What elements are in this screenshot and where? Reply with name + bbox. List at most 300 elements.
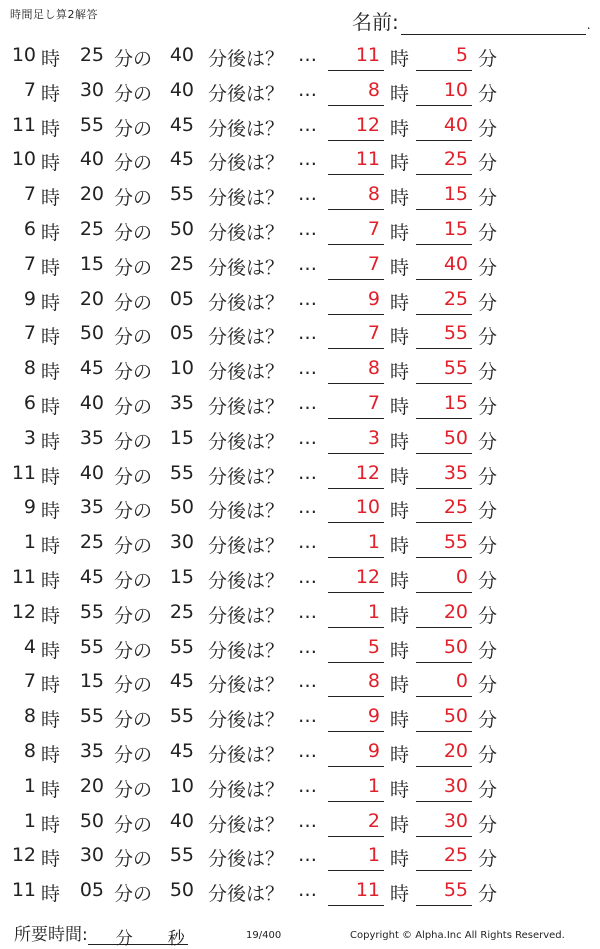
answer-hour[interactable]: 11 <box>328 879 384 906</box>
after-question: 分後は？ <box>208 813 285 836</box>
start-minute: 45 <box>79 565 104 588</box>
added-minutes: 10 <box>169 774 194 797</box>
minute-unit: 分 <box>478 221 498 244</box>
start-minute: 25 <box>79 217 104 240</box>
minute-unit: 分 <box>478 674 498 697</box>
after-question: 分後は？ <box>208 604 285 627</box>
hour-unit: 時 <box>41 743 61 766</box>
after-question: 分後は？ <box>208 291 285 314</box>
start-hour: 3 <box>23 426 36 449</box>
minute-of-label: 分の <box>114 465 153 488</box>
minute-of-label: 分の <box>114 709 153 732</box>
hour-unit: 時 <box>41 709 61 732</box>
ellipsis: … <box>298 148 317 171</box>
added-minutes: 05 <box>169 322 194 345</box>
hour-unit: 時 <box>390 535 410 558</box>
start-minute: 30 <box>79 78 104 101</box>
added-minutes: 45 <box>169 113 194 136</box>
answer-hour[interactable]: 1 <box>328 601 384 628</box>
answer-hour[interactable]: 12 <box>328 114 384 141</box>
minute-of-label: 分の <box>114 82 153 105</box>
hour-unit: 時 <box>41 395 61 418</box>
after-question: 分後は？ <box>208 639 285 662</box>
problem-row <box>0 179 600 214</box>
minute-of-label: 分の <box>114 361 153 384</box>
minute-of-label: 分の <box>114 848 153 871</box>
hour-unit: 時 <box>390 813 410 836</box>
minute-of-label: 分の <box>114 500 153 523</box>
start-hour: 7 <box>23 78 36 101</box>
minute-of-label: 分の <box>114 535 153 558</box>
minute-unit: 分 <box>478 813 498 836</box>
answer-minute[interactable]: 20 <box>416 601 472 628</box>
answer-minute[interactable]: 55 <box>416 322 472 349</box>
start-hour: 11 <box>11 565 36 588</box>
start-hour: 7 <box>23 322 36 345</box>
start-minute: 40 <box>79 148 104 171</box>
ellipsis: … <box>298 739 317 762</box>
minute-of-label: 分の <box>114 569 153 592</box>
minute-of-label: 分の <box>114 187 153 210</box>
minute-unit: 分 <box>478 117 498 140</box>
problem-row <box>0 353 600 388</box>
added-minutes: 35 <box>169 391 194 414</box>
ellipsis: … <box>298 774 317 797</box>
ellipsis: … <box>298 44 317 66</box>
answer-hour[interactable]: 9 <box>328 705 384 732</box>
minute-of-label: 分の <box>114 152 153 175</box>
name-label: 名前: <box>352 10 399 34</box>
hour-unit: 時 <box>41 430 61 453</box>
minute-unit: 分 <box>478 291 498 314</box>
ellipsis: … <box>298 217 317 240</box>
start-minute: 25 <box>79 531 104 554</box>
problem-row <box>0 806 600 841</box>
name-field <box>352 6 591 35</box>
answer-hour[interactable]: 8 <box>328 670 384 697</box>
start-minute: 50 <box>79 809 104 832</box>
answer-minute[interactable]: 50 <box>416 636 472 663</box>
elapsed-time-blank[interactable] <box>88 924 188 949</box>
minute-unit: 分 <box>478 778 498 801</box>
answer-minute[interactable]: 0 <box>416 566 472 593</box>
minute-unit: 分 <box>478 848 498 871</box>
answer-minute[interactable]: 40 <box>416 114 472 141</box>
problem-row <box>0 840 600 875</box>
after-question: 分後は？ <box>208 395 285 418</box>
start-minute: 50 <box>79 322 104 345</box>
added-minutes: 10 <box>169 357 194 380</box>
answer-hour[interactable]: 2 <box>328 810 384 837</box>
ellipsis: … <box>298 113 317 136</box>
start-hour: 7 <box>23 670 36 693</box>
minute-of-label: 分の <box>114 326 153 349</box>
answer-minute[interactable]: 35 <box>416 462 472 489</box>
answer-minute[interactable]: 50 <box>416 427 472 454</box>
start-minute: 45 <box>79 357 104 380</box>
ellipsis: … <box>298 287 317 310</box>
hour-unit: 時 <box>41 221 61 244</box>
answer-hour[interactable]: 12 <box>328 566 384 593</box>
start-hour: 1 <box>23 531 36 554</box>
answer-hour[interactable]: 8 <box>328 79 384 106</box>
added-minutes: 25 <box>169 252 194 275</box>
hour-unit: 時 <box>390 256 410 279</box>
added-minutes: 50 <box>169 496 194 519</box>
hour-unit: 時 <box>41 152 61 175</box>
hour-unit: 時 <box>390 82 410 105</box>
hour-unit: 時 <box>390 152 410 175</box>
answer-minute[interactable]: 55 <box>416 531 472 558</box>
hour-unit: 時 <box>41 639 61 662</box>
minute-of-label: 分の <box>114 117 153 140</box>
start-hour: 10 <box>11 148 36 171</box>
start-hour: 9 <box>23 496 36 519</box>
after-question: 分後は？ <box>208 465 285 488</box>
start-minute: 40 <box>79 391 104 414</box>
hour-unit: 時 <box>390 361 410 384</box>
hour-unit: 時 <box>41 256 61 279</box>
answer-hour[interactable]: 3 <box>328 427 384 454</box>
added-minutes: 15 <box>169 426 194 449</box>
answer-minute[interactable]: 30 <box>416 810 472 837</box>
ellipsis: … <box>298 496 317 519</box>
minute-unit: 分 <box>478 326 498 349</box>
after-question: 分後は？ <box>208 48 285 70</box>
minute-of-label: 分の <box>114 743 153 766</box>
problem-row <box>0 40 600 75</box>
hour-unit: 時 <box>390 430 410 453</box>
answer-hour[interactable]: 7 <box>328 322 384 349</box>
answer-hour[interactable]: 11 <box>328 44 384 71</box>
problem-row <box>0 666 600 701</box>
after-question: 分後は？ <box>208 117 285 140</box>
start-hour: 12 <box>11 844 36 867</box>
hour-unit: 時 <box>390 500 410 523</box>
minute-of-label: 分の <box>114 48 153 70</box>
problem-row <box>0 875 600 910</box>
page-number: 19/400 <box>246 930 282 941</box>
after-question: 分後は？ <box>208 326 285 349</box>
answer-hour[interactable]: 7 <box>328 392 384 419</box>
problem-row <box>0 597 600 632</box>
minute-unit: 分 <box>478 187 498 210</box>
start-hour: 12 <box>11 600 36 623</box>
hour-unit: 時 <box>41 291 61 314</box>
after-question: 分後は？ <box>208 535 285 558</box>
added-minutes: 05 <box>169 287 194 310</box>
hour-unit: 時 <box>41 813 61 836</box>
name-suffix: . <box>586 18 591 32</box>
after-question: 分後は？ <box>208 361 285 384</box>
hour-unit: 時 <box>390 674 410 697</box>
ellipsis: … <box>298 183 317 206</box>
start-minute: 30 <box>79 844 104 867</box>
answer-minute[interactable]: 15 <box>416 183 472 210</box>
after-question: 分後は？ <box>208 883 285 906</box>
problem-row <box>0 318 600 353</box>
elapsed-time-label: 所要時間: <box>14 925 88 945</box>
answer-minute[interactable]: 25 <box>416 496 472 523</box>
problem-row <box>0 214 600 249</box>
start-minute: 35 <box>79 426 104 449</box>
hour-unit: 時 <box>390 395 410 418</box>
ellipsis: … <box>298 322 317 345</box>
answer-minute[interactable]: 25 <box>416 844 472 871</box>
after-question: 分後は？ <box>208 778 285 801</box>
answer-hour[interactable]: 7 <box>328 253 384 280</box>
hour-unit: 時 <box>390 778 410 801</box>
minute-of-label: 分の <box>114 430 153 453</box>
copyright: Copyright © Alpha.Inc All Rights Reserved. <box>350 930 565 941</box>
after-question: 分後は？ <box>208 221 285 244</box>
name-line[interactable] <box>401 14 586 35</box>
problem-row <box>0 562 600 597</box>
minute-unit: 分 <box>478 535 498 558</box>
hour-unit: 時 <box>390 639 410 662</box>
minute-unit: 分 <box>478 604 498 627</box>
start-minute: 55 <box>79 600 104 623</box>
minute-unit: 分 <box>478 152 498 175</box>
after-question: 分後は？ <box>208 743 285 766</box>
problem-row <box>0 75 600 110</box>
problem-row <box>0 492 600 527</box>
hour-unit: 時 <box>390 569 410 592</box>
answer-hour[interactable]: 9 <box>328 288 384 315</box>
minute-of-label: 分の <box>114 291 153 314</box>
hour-unit: 時 <box>41 535 61 558</box>
start-hour: 10 <box>11 44 36 66</box>
problem-row <box>0 527 600 562</box>
hour-unit: 時 <box>41 361 61 384</box>
hour-unit: 時 <box>41 465 61 488</box>
start-hour: 6 <box>23 391 36 414</box>
problem-row <box>0 736 600 771</box>
start-minute: 15 <box>79 252 104 275</box>
minute-of-label: 分の <box>114 813 153 836</box>
problem-row <box>0 284 600 319</box>
ellipsis: … <box>298 705 317 728</box>
answer-minute[interactable]: 55 <box>416 357 472 384</box>
start-minute: 25 <box>79 44 104 66</box>
minute-of-label: 分の <box>114 674 153 697</box>
problem-row <box>0 458 600 493</box>
start-hour: 7 <box>23 252 36 275</box>
added-minutes: 25 <box>169 600 194 623</box>
answer-minute[interactable]: 20 <box>416 740 472 767</box>
minute-of-label: 分の <box>114 778 153 801</box>
start-hour: 11 <box>11 461 36 484</box>
added-minutes: 55 <box>169 183 194 206</box>
hour-unit: 時 <box>390 883 410 906</box>
minute-unit: 分 <box>478 500 498 523</box>
ellipsis: … <box>298 391 317 414</box>
answer-hour[interactable]: 5 <box>328 636 384 663</box>
hour-unit: 時 <box>41 848 61 871</box>
added-minutes: 45 <box>169 670 194 693</box>
hour-unit: 時 <box>41 883 61 906</box>
problem-row <box>0 632 600 667</box>
minute-of-label: 分の <box>114 395 153 418</box>
start-minute: 20 <box>79 287 104 310</box>
minute-unit: 分 <box>478 430 498 453</box>
answer-minute[interactable]: 15 <box>416 392 472 419</box>
answer-minute[interactable]: 0 <box>416 670 472 697</box>
answer-hour[interactable]: 1 <box>328 531 384 558</box>
after-question: 分後は？ <box>208 82 285 105</box>
start-minute: 05 <box>79 879 104 902</box>
after-question: 分後は？ <box>208 152 285 175</box>
minute-of-label: 分の <box>114 256 153 279</box>
answer-minute[interactable]: 10 <box>416 79 472 106</box>
start-hour: 9 <box>23 287 36 310</box>
answer-hour[interactable]: 10 <box>328 496 384 523</box>
start-hour: 11 <box>11 113 36 136</box>
start-minute: 20 <box>79 183 104 206</box>
hour-unit: 時 <box>41 82 61 105</box>
problem-list <box>0 40 600 910</box>
hour-unit: 時 <box>390 743 410 766</box>
answer-hour[interactable]: 8 <box>328 357 384 384</box>
ellipsis: … <box>298 635 317 658</box>
ellipsis: … <box>298 844 317 867</box>
hour-unit: 時 <box>41 500 61 523</box>
ellipsis: … <box>298 879 317 902</box>
ellipsis: … <box>298 565 317 588</box>
hour-unit: 時 <box>41 674 61 697</box>
start-hour: 7 <box>23 183 36 206</box>
answer-minute[interactable]: 25 <box>416 148 472 175</box>
ellipsis: … <box>298 461 317 484</box>
start-minute: 35 <box>79 739 104 762</box>
added-minutes: 55 <box>169 635 194 658</box>
answer-hour[interactable]: 8 <box>328 183 384 210</box>
hour-unit: 時 <box>41 48 61 70</box>
elapsed-time <box>14 920 188 949</box>
answer-hour[interactable]: 12 <box>328 462 384 489</box>
added-minutes: 55 <box>169 844 194 867</box>
hour-unit: 時 <box>390 291 410 314</box>
minute-of-label: 分の <box>114 883 153 906</box>
answer-minute[interactable]: 55 <box>416 879 472 906</box>
added-minutes: 40 <box>169 44 194 66</box>
hour-unit: 時 <box>390 326 410 349</box>
added-minutes: 40 <box>169 809 194 832</box>
start-minute: 15 <box>79 670 104 693</box>
problem-row <box>0 388 600 423</box>
problem-row <box>0 249 600 284</box>
added-minutes: 30 <box>169 531 194 554</box>
start-hour: 1 <box>23 774 36 797</box>
minute-of-label: 分の <box>114 604 153 627</box>
added-minutes: 50 <box>169 217 194 240</box>
hour-unit: 時 <box>41 778 61 801</box>
hour-unit: 時 <box>390 709 410 732</box>
after-question: 分後は？ <box>208 500 285 523</box>
problem-row <box>0 771 600 806</box>
minute-unit: 分 <box>478 883 498 906</box>
elapsed-minutes-unit: 分 <box>115 929 133 949</box>
answer-hour[interactable]: 9 <box>328 740 384 767</box>
start-hour: 8 <box>23 357 36 380</box>
start-minute: 40 <box>79 461 104 484</box>
hour-unit: 時 <box>390 187 410 210</box>
minute-unit: 分 <box>478 48 498 70</box>
answer-hour[interactable]: 1 <box>328 775 384 802</box>
answer-minute[interactable]: 40 <box>416 253 472 280</box>
minute-of-label: 分の <box>114 221 153 244</box>
answer-minute[interactable]: 15 <box>416 218 472 245</box>
problem-row <box>0 701 600 736</box>
hour-unit: 時 <box>390 221 410 244</box>
ellipsis: … <box>298 531 317 554</box>
start-hour: 6 <box>23 217 36 240</box>
ellipsis: … <box>298 600 317 623</box>
start-hour: 8 <box>23 705 36 728</box>
minute-unit: 分 <box>478 465 498 488</box>
answer-hour[interactable]: 1 <box>328 844 384 871</box>
start-minute: 55 <box>79 113 104 136</box>
after-question: 分後は？ <box>208 187 285 210</box>
after-question: 分後は？ <box>208 569 285 592</box>
minute-of-label: 分の <box>114 639 153 662</box>
answer-minute[interactable]: 50 <box>416 705 472 732</box>
hour-unit: 時 <box>390 48 410 70</box>
start-minute: 55 <box>79 635 104 658</box>
start-minute: 20 <box>79 774 104 797</box>
minute-unit: 分 <box>478 709 498 732</box>
problem-row <box>0 423 600 458</box>
elapsed-seconds-unit: 秒 <box>167 929 185 949</box>
answer-hour[interactable]: 11 <box>328 148 384 175</box>
added-minutes: 45 <box>169 739 194 762</box>
added-minutes: 15 <box>169 565 194 588</box>
after-question: 分後は？ <box>208 848 285 871</box>
start-hour: 4 <box>23 635 36 658</box>
start-minute: 55 <box>79 705 104 728</box>
hour-unit: 時 <box>41 326 61 349</box>
after-question: 分後は？ <box>208 709 285 732</box>
minute-unit: 分 <box>478 361 498 384</box>
hour-unit: 時 <box>390 117 410 140</box>
answer-minute[interactable]: 30 <box>416 775 472 802</box>
minute-unit: 分 <box>478 395 498 418</box>
minute-unit: 分 <box>478 82 498 105</box>
start-minute: 35 <box>79 496 104 519</box>
start-hour: 11 <box>11 879 36 902</box>
ellipsis: … <box>298 426 317 449</box>
added-minutes: 40 <box>169 78 194 101</box>
after-question: 分後は？ <box>208 256 285 279</box>
hour-unit: 時 <box>390 604 410 627</box>
after-question: 分後は？ <box>208 430 285 453</box>
added-minutes: 50 <box>169 879 194 902</box>
answer-hour[interactable]: 7 <box>328 218 384 245</box>
problem-row <box>0 144 600 179</box>
answer-minute[interactable]: 25 <box>416 288 472 315</box>
answer-minute[interactable]: 5 <box>416 44 472 71</box>
ellipsis: … <box>298 252 317 275</box>
start-hour: 1 <box>23 809 36 832</box>
minute-unit: 分 <box>478 256 498 279</box>
after-question: 分後は？ <box>208 674 285 697</box>
added-minutes: 45 <box>169 148 194 171</box>
worksheet-title: 時間足し算2解答 <box>10 8 98 21</box>
minute-unit: 分 <box>478 743 498 766</box>
start-hour: 8 <box>23 739 36 762</box>
hour-unit: 時 <box>390 465 410 488</box>
minute-unit: 分 <box>478 569 498 592</box>
